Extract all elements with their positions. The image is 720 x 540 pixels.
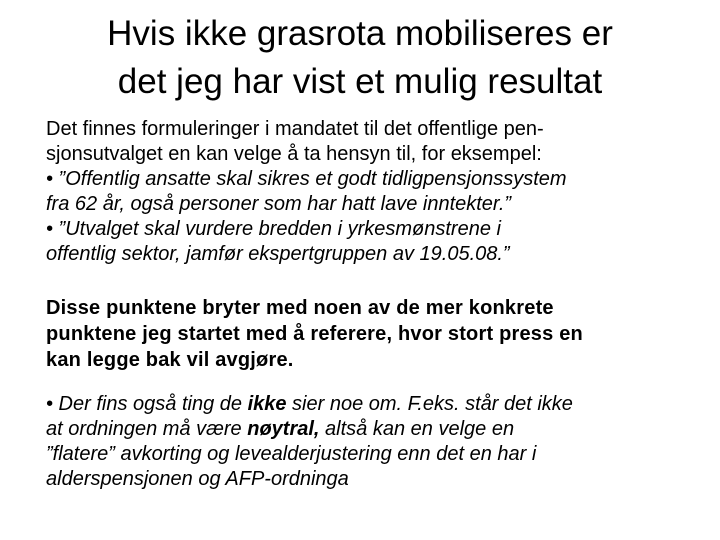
final-bullet [46,392,696,492]
bullet-2-line-2: offentlig sektor, jamfør ekspertgruppen av 19.05.08.” [46,243,510,265]
final-line-2-bold: nøytral, [247,418,320,440]
final-line-2 [46,417,696,442]
slide-title [20,10,700,106]
intro-line-2: sjonsutvalget en kan velge å ta hensyn til, for eksempel: [46,143,542,165]
emphasis-line-3: kan legge bak vil avgjøre. [46,349,294,371]
final-line-1 [46,392,696,417]
final-line-1-pre: • Der fins også ting de [46,393,248,415]
emphasis-line-1: Disse punktene bryter med noen av de mer konkrete [46,297,554,319]
bullet-1-line-2: fra 62 år, også personer som har hatt lave inntekter.” [46,193,512,215]
intro-line-1: Det finnes formuleringer i mandatet til det offentlige pen- [46,118,544,140]
bullet-2-line-1: • ”Utvalget skal vurdere bredden i yrkesmønstrene i [46,218,501,240]
final-line-2-pre: at ordningen må være [46,418,248,440]
final-line-3: ”flatere” avkorting og levealderjustering enn det en har i [46,443,537,465]
emphasis-paragraph [46,295,696,373]
final-line-2-post: altså kan en velge en [319,418,515,440]
final-line-4: alderspensjonen og AFP-ordninga [46,468,349,490]
bullet-1-line-1: • ”Offentlig ansatte skal sikres et godt tidligpensjonssystem [46,168,567,190]
title-line-1: Hvis ikke grasrota mobiliseres er [107,14,613,53]
final-line-1-bold: ikke [247,393,287,415]
title-line-2: det jeg har vist et mulig resultat [117,62,603,101]
intro-paragraph [46,117,696,267]
final-line-1-post: sier noe om. F.eks. står det ikke [286,393,573,415]
emphasis-line-2: punktene jeg startet med å referere, hvor stort press en [46,323,583,345]
